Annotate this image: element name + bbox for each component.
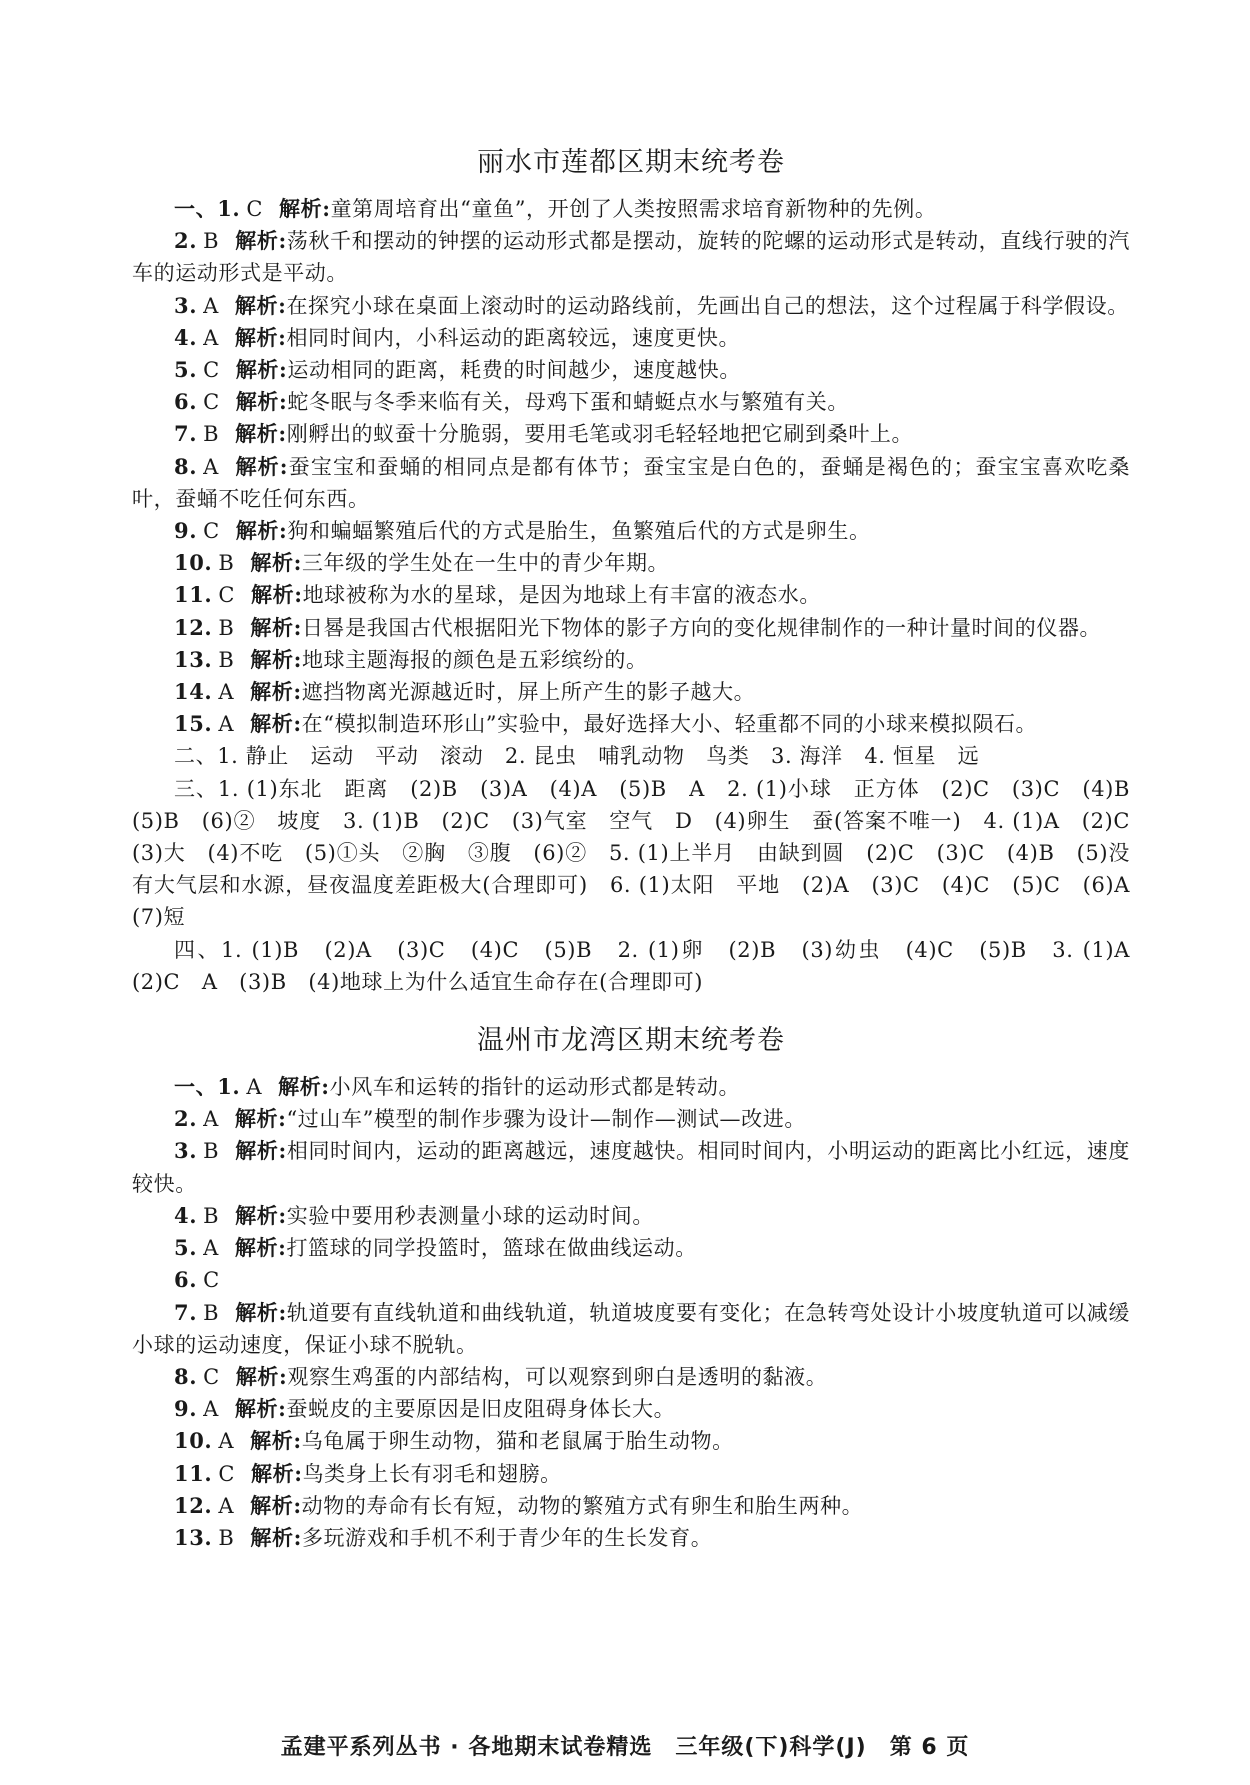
answer-choice: B [218, 1525, 235, 1550]
question-number: 13. [174, 646, 213, 672]
answer-choice: B [203, 1300, 220, 1325]
section-2-answers [132, 1071, 1130, 1554]
question-number: 10. [174, 550, 213, 576]
explanation-text: 狗和蝙蝠繁殖后代的方式是胎生，鱼繁殖后代的方式是卵生。 [287, 519, 871, 544]
answer-choice: B [218, 615, 235, 640]
explanation-text: 鸟类身上长有羽毛和翅膀。 [302, 1461, 562, 1486]
explanation-text: 轨道要有直线轨道和曲线轨道，轨道坡度要有变化；在急转弯处设计小坡度轨道可以减缓小球的运动速度，保证小球不脱轨。 [132, 1300, 1130, 1357]
answer-item: 4. B 解析:实验中要用秒表测量小球的运动时间。 [174, 1202, 654, 1228]
answer-choice: B [203, 1203, 220, 1228]
answer-choice: C [203, 1268, 220, 1293]
question-number: 1. [217, 1074, 241, 1100]
part-3-answers: 三、1. (1)东北 距离 (2)B (3)A (4)A (5)B A 2. (1)小球 正方体 (2)C (3)C (4)B (5)B (6)② 坡度 3. (1)B (2)C (3)气室 空气 D (4)卵生 蚕(答案不唯一) 4. (1)A (2)C (3)大 (4)不吃 (5)①头 ②胸 ③腹 (6)② 5. (1)上半月 由缺到圆 (2)C (3)C (4)B (5)没有大气层和水源，昼夜温度差距极大(合理即可) 6. (1)太阳 平地 (2)A (3)C (4)C (5)C (6)A (7)短 [132, 776, 1152, 930]
question-number: 7. [174, 421, 198, 447]
answer-item: 4. A 解析:相同时间内，小科运动的距离较远，速度更快。 [174, 324, 741, 350]
question-number: 3. [174, 1138, 198, 1164]
explanation-text: 遮挡物离光源越近时，屏上所产生的影子越大。 [301, 680, 756, 705]
explanation-text: 相同时间内，小科运动的距离较远，速度更快。 [286, 325, 741, 350]
answer-item: 5. C 解析:运动相同的距离，耗费的时间越少，速度越快。 [174, 357, 741, 383]
answer-choice: B [203, 422, 220, 447]
question-number: 8. [174, 1363, 198, 1389]
explanation-text: “过山车”模型的制作步骤为设计—制作—测试—改进。 [286, 1107, 806, 1132]
answer-item: 2. A 解析:“过山车”模型的制作步骤为设计—制作—测试—改进。 [174, 1106, 806, 1132]
explanation-label: 解析 [234, 324, 279, 350]
answer-choice: C [203, 519, 220, 544]
answer-choice: A [218, 1493, 235, 1518]
section-title: 丽水市莲都区期末统考卷 [477, 147, 785, 178]
explanation-label: 解析 [278, 1074, 322, 1100]
explanation-label: 解析 [250, 1524, 294, 1550]
explanation-text: 蚕蜕皮的主要原因是旧皮阻碍身体长大。 [286, 1397, 676, 1422]
explanation-label: 解析 [234, 292, 279, 318]
part-4-answers: 四、1. (1)B (2)A (3)C (4)C (5)B 2. (1)卵 (2)B (3)幼虫 (4)C (5)B 3. (1)A (2)C A (3)B (4)地球上为什么适宜生命存在(合理即可) [132, 937, 1152, 994]
answer-item: 9. A 解析:蚕蜕皮的主要原因是旧皮阻碍身体长大。 [174, 1396, 676, 1422]
explanation-text: 蛇冬眠与冬季来临有关，母鸡下蛋和蜻蜓点水与繁殖有关。 [287, 390, 849, 415]
part-2-answers: 二、1. 静止 运动 平动 滚动 2. 昆虫 哺乳动物 鸟类 3. 海洋 4. 恒星 远 [174, 744, 980, 769]
answer-choice: A [203, 1107, 219, 1132]
explanation-text: 在探究小球在桌面上滚动时的运动路线前，先画出自己的想法，这个过程属于科学假设。 [286, 293, 1129, 318]
explanation-text: 运动相同的距离，耗费的时间越少，速度越快。 [287, 358, 741, 383]
explanation-label: 解析 [250, 1428, 294, 1454]
answer-item: 10. B 解析:三年级的学生处在一生中的青少年期。 [174, 550, 670, 576]
question-number: 5. [174, 1235, 198, 1261]
explanation-label: 解析 [235, 228, 279, 254]
question-number: 2. [174, 1106, 198, 1132]
question-number: 9. [174, 518, 198, 544]
answer-choice: C [218, 1461, 236, 1486]
explanation-label: 解析 [235, 1202, 279, 1228]
explanation-text: 相同时间内，运动的距离越远，速度越快。相同时间内，小明运动的距离比小红远，速度较快。 [132, 1139, 1130, 1196]
answer-item: 13. B 解析:多玩游戏和手机不利于青少年的生长发育。 [174, 1524, 713, 1550]
question-number: 3. [174, 292, 198, 318]
answer-item: 5. A 解析:打篮球的同学投篮时，篮球在做曲线运动。 [174, 1235, 697, 1261]
answer-item: 8. A 解析:蚕宝宝和蚕蛹的相同点是都有体节；蚕宝宝是白色的，蚕蛹是褐色的；蚕宝宝喜欢吃桑叶，蚕蛹不吃任何东西。 [132, 453, 1131, 511]
answer-item [132, 1264, 1130, 1296]
explanation-text: 小风车和运转的指针的运动形式都是转动。 [329, 1075, 741, 1100]
explanation-label: 解析 [251, 582, 295, 608]
question-number: 15. [174, 711, 213, 737]
answer-item: 一、1. A 解析:小风车和运转的指针的运动形式都是转动。 [174, 1074, 741, 1100]
explanation-label: 解析 [250, 711, 294, 737]
answer-choice: A [218, 1429, 235, 1454]
answer-choice: A [203, 1236, 219, 1261]
answer-item: 11. C 解析:鸟类身上长有羽毛和翅膀。 [174, 1460, 562, 1486]
answer-choice: A [203, 1397, 219, 1422]
explanation-label: 解析 [235, 1138, 279, 1164]
question-number: 9. [174, 1396, 198, 1422]
answer-item: 8. C 解析:观察生鸡蛋的内部结构，可以观察到卵白是透明的黏液。 [174, 1363, 828, 1389]
answer-choice: B [203, 229, 220, 254]
answer-choice: A [203, 293, 219, 318]
answer-choice: A [203, 325, 219, 350]
answer-item: 13. B 解析:地球主题海报的颜色是五彩缤纷的。 [174, 646, 648, 672]
explanation-label: 解析 [234, 1396, 279, 1422]
answer-item: 7. B 解析:刚孵出的蚁蚕十分脆弱，要用毛笔或羽毛轻轻地把它刷到桑叶上。 [174, 421, 914, 447]
explanation-text: 在“模拟制造环形山”实验中，最好选择大小、轻重都不同的小球来模拟陨石。 [301, 712, 1038, 737]
explanation-text: 童第周培育出“童鱼”，开创了人类按照需求培育新物种的先例。 [330, 197, 937, 221]
explanation-text: 刚孵出的蚁蚕十分脆弱，要用毛笔或羽毛轻轻地把它刷到桑叶上。 [286, 422, 914, 447]
question-number: 6. [174, 1267, 198, 1293]
explanation-label: 解析 [234, 1106, 279, 1132]
explanation-label: 解析 [235, 518, 279, 544]
question-number: 8. [174, 453, 198, 479]
question-number: 6. [174, 389, 198, 415]
answer-item: 3. B 解析:相同时间内，运动的距离越远，速度越快。相同时间内，小明运动的距离比小红远，速度较快。 [132, 1138, 1130, 1196]
answer-choice: C [218, 583, 236, 608]
explanation-text: 动物的寿命有长有短，动物的繁殖方式有卵生和胎生两种。 [301, 1493, 864, 1518]
explanation-text: 实验中要用秒表测量小球的运动时间。 [286, 1203, 654, 1228]
part-label: 一、 [174, 196, 218, 221]
section-1-answers [132, 193, 1130, 740]
answer-item: 3. A 解析:在探究小球在桌面上滚动时的运动路线前，先画出自己的想法，这个过程属于科学假设。 [174, 292, 1129, 318]
explanation-text: 荡秋千和摆动的钟摆的运动形式都是摆动，旋转的陀螺的运动形式是转动，直线行驶的汽车的运动形式是平动。 [132, 229, 1130, 286]
question-number: 11. [174, 582, 213, 608]
explanation-label: 解析 [250, 679, 294, 705]
question-number: 12. [174, 614, 213, 640]
explanation-text: 地球主题海报的颜色是五彩缤纷的。 [301, 647, 648, 672]
question-number: 11. [174, 1460, 213, 1486]
explanation-label: 解析 [250, 1492, 294, 1518]
answer-choice: C [203, 1364, 220, 1389]
question-number: 14. [174, 679, 213, 705]
explanation-label: 解析 [279, 196, 323, 221]
explanation-label: 解析 [235, 389, 279, 415]
explanation-label: 解析 [250, 646, 294, 672]
question-number: 4. [174, 324, 198, 350]
explanation-text: 观察生鸡蛋的内部结构，可以观察到卵白是透明的黏液。 [287, 1364, 828, 1389]
explanation-text: 打篮球的同学投篮时，篮球在做曲线运动。 [286, 1236, 697, 1261]
explanation-label: 解析 [234, 453, 280, 479]
answer-item: 一、1. C 解析:童第周培育出“童鱼”，开创了人类按照需求培育新物种的先例。 [174, 196, 937, 221]
answer-choice: A [218, 680, 235, 705]
explanation-text: 蚕宝宝和蚕蛹的相同点是都有体节；蚕宝宝是白色的，蚕蛹是褐色的；蚕宝宝喜欢吃桑叶，蚕蛹不吃任何东西。 [132, 454, 1131, 511]
explanation-text: 三年级的学生处在一生中的青少年期。 [301, 551, 670, 576]
explanation-label: 解析 [235, 1299, 279, 1325]
question-number: 1. [217, 196, 241, 221]
explanation-text: 地球被称为水的星球，是因为地球上有丰富的液态水。 [302, 583, 821, 608]
question-number: 13. [174, 1524, 213, 1550]
explanation-label: 解析 [234, 1235, 279, 1261]
answer-item: 11. C 解析:地球被称为水的星球，是因为地球上有丰富的液态水。 [174, 582, 821, 608]
answer-choice: B [218, 551, 235, 576]
answer-choice: A [203, 454, 219, 479]
explanation-label: 解析 [235, 357, 279, 383]
answer-item: 12. B 解析:日晷是我国古代根据阳光下物体的影子方向的变化规律制作的一种计量时间的仪器。 [174, 614, 1102, 640]
answer-item: 6. C 解析:蛇冬眠与冬季来临有关，母鸡下蛋和蜻蜓点水与繁殖有关。 [174, 389, 849, 415]
answer-choice: B [203, 1139, 220, 1164]
explanation-text: 多玩游戏和手机不利于青少年的生长发育。 [301, 1525, 713, 1550]
explanation-label: 解析 [235, 421, 279, 447]
question-number: 10. [174, 1428, 213, 1454]
explanation-label: 解析 [250, 614, 294, 640]
explanation-text: 日晷是我国古代根据阳光下物体的影子方向的变化规律制作的一种计量时间的仪器。 [301, 615, 1102, 640]
answer-item: 14. A 解析:遮挡物离光源越近时，屏上所产生的影子越大。 [174, 679, 756, 705]
answer-choice: C [203, 358, 220, 383]
answer-choice: A [218, 712, 235, 737]
answer-choice: B [218, 647, 235, 672]
answer-item: 7. B 解析:轨道要有直线轨道和曲线轨道，轨道坡度要有变化；在急转弯处设计小坡度轨道可以减缓小球的运动速度，保证小球不脱轨。 [132, 1299, 1130, 1357]
answer-item: 10. A 解析:乌龟属于卵生动物，猫和老鼠属于胎生动物。 [174, 1428, 734, 1454]
answer-item: 12. A 解析:动物的寿命有长有短，动物的繁殖方式有卵生和胎生两种。 [174, 1492, 864, 1518]
answer-item: 2. B 解析:荡秋千和摆动的钟摆的运动形式都是摆动，旋转的陀螺的运动形式是转动，直线行驶的汽车的运动形式是平动。 [132, 228, 1130, 286]
page-footer: 孟建平系列丛书 · 各地期末试卷精选 三年级(下)科学(J) 第 6 页 [280, 1735, 970, 1760]
question-number: 5. [174, 357, 198, 383]
question-number: 2. [174, 228, 198, 254]
answer-choice: A [246, 1075, 263, 1100]
part-label: 一、 [174, 1074, 218, 1100]
explanation-text: 乌龟属于卵生动物，猫和老鼠属于胎生动物。 [301, 1429, 734, 1454]
answer-item: 15. A 解析:在“模拟制造环形山”实验中，最好选择大小、轻重都不同的小球来模拟陨石。 [174, 711, 1038, 737]
section-title: 温州市龙湾区期末统考卷 [477, 1025, 785, 1057]
explanation-label: 解析 [235, 1363, 279, 1389]
answer-choice: C [246, 197, 263, 221]
question-number: 4. [174, 1202, 198, 1228]
question-number: 7. [174, 1299, 198, 1325]
question-number: 12. [174, 1492, 213, 1518]
answer-item: 9. C 解析:狗和蝙蝠繁殖后代的方式是胎生，鱼繁殖后代的方式是卵生。 [174, 518, 871, 544]
explanation-label: 解析 [250, 550, 294, 576]
answer-choice: C [203, 390, 220, 415]
explanation-label: 解析 [251, 1460, 295, 1486]
